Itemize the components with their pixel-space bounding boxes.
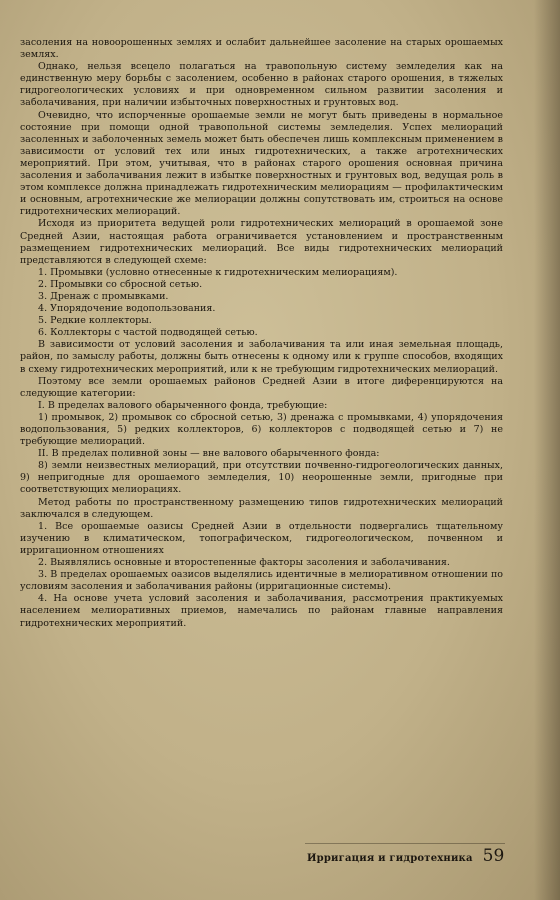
page-footer [307,846,507,866]
list-item: 4. Упорядочение водопользования. [38,303,216,315]
list-item: 1. Промывки (условно отнесенные к гидротехническим мелиорациям). [38,266,398,278]
page-edge-shadow [534,0,560,900]
paragraph: Метод работы по пространственному размещению типов гидротехнических мелиораций заключался в следующем. [20,496,503,520]
category-heading: II. В пределах поливной зоны — вне валового обарыченного фонда: [38,448,380,460]
footer-divider [305,843,505,844]
list-item: 1. Все орошаемые оазисы Средней Азии в отдельности подвергались тщательному изучению в климатическом, топографическом, гидрогеологическом, почвенном и ирригационном отношениях [20,520,503,556]
paragraph: Очевидно, что испорченные орошаемые земли не могут быть приведены в нормальное состояние при помощи одной травопольной системы земледелия. Успех мелиораций засоленных и заболоченных земель может быть обеспечен лишь комплексным применением в зависимости от условий тех или иных гидротехнических, а также агротехнических мероприятий. При этом, учитывая, что в районах старого орошения основная причина засоления и заболачивания лежит в избытке поверхностных и грунтовых вод, ведущая роль в этом комплексе должна принадлежать гидротехническим мелиорациям — профилактическим и основным, агротехнические же мелиорации должны сопутствовать им, строиться на основе гидротехнических мелиораций. [20,109,503,218]
paragraph: 1) промывок, 2) промывок со сбросной сетью, 3) дренажа с промывками, 4) упорядочения водопользования, 5) редких коллекторов, 6) коллекторов с подводящей сетью и 7) не требующие мелиораций. [20,411,503,448]
paragraph: засоления на новоорошенных землях и ослабит дальнейшее засоление на старых орошаемых землях. [20,37,503,61]
list-item: 5. Редкие коллекторы. [38,315,152,327]
list-item: 6. Коллекторы с частой подводящей сетью. [38,327,258,339]
page-number: 59 [482,846,505,866]
list-item: 4. На основе учета условий засоления и заболачивания, рассмотрения практикуемых населением мелиоративных приемов, намечались по районам главные направления гидротехнических мероприятий. [20,593,503,629]
paragraph: В зависимости от условий засоления и заболачивания та или иная земельная площадь, район, по замыслу работы, должны быть отнесены к одному или к группе способов, входящих в схему гидротехнических мероприятий, или к не требующим гидротехнических мелиораций. [20,339,503,375]
list-item: 2. Выявлялись основные и второстепенные факторы засоления и заболачивания. [38,557,450,569]
list-item: 3. В пределах орошаемых оазисов выделялись идентичные в мелиоративном отношении по условиям засоления и заболачивания районы (ирригационные системы). [20,569,503,593]
paragraph: Поэтому все земли орошаемых районов Средней Азии в итоге диференцируются на следующие категории: [20,375,503,399]
running-title: Ирригация и гидротехника [307,853,473,864]
list-item: 3. Дренаж с промывками. [38,290,169,302]
paragraph: Однако, нельзя всецело полагаться на травопольную систему земледелия как на единственную меру борьбы с засолением, особенно в районах старого орошения, в тяжелых гидрогеологических условиях и при одновременном сильном развитии засоления и заболачивания, при наличии избыточных поверхностных и грунтовых вод. [20,61,503,109]
list-item: 2. Промывки со сбросной сетью. [38,278,203,290]
paragraph: 8) земли неизвестных мелиораций, при отсутствии почвенно-гидрогеологических данных, 9) непригодные для орошаемого земледелия, 10) неорошенные земли, пригодные при соответствующих мелиорациях. [20,460,503,496]
body-text [20,37,503,630]
paragraph: Исходя из приоритета ведущей роли гидротехнических мелиораций в орошаемой зоне Средней Азии, настоящая работа ограничивается установлением и пространственным размещением гидротехнических мелиораций. Все виды гидротехнических мелиораций представляются в следующей схеме: [20,218,503,266]
category-heading: I. В пределах валового обарыченного фонда, требующие: [38,399,328,411]
